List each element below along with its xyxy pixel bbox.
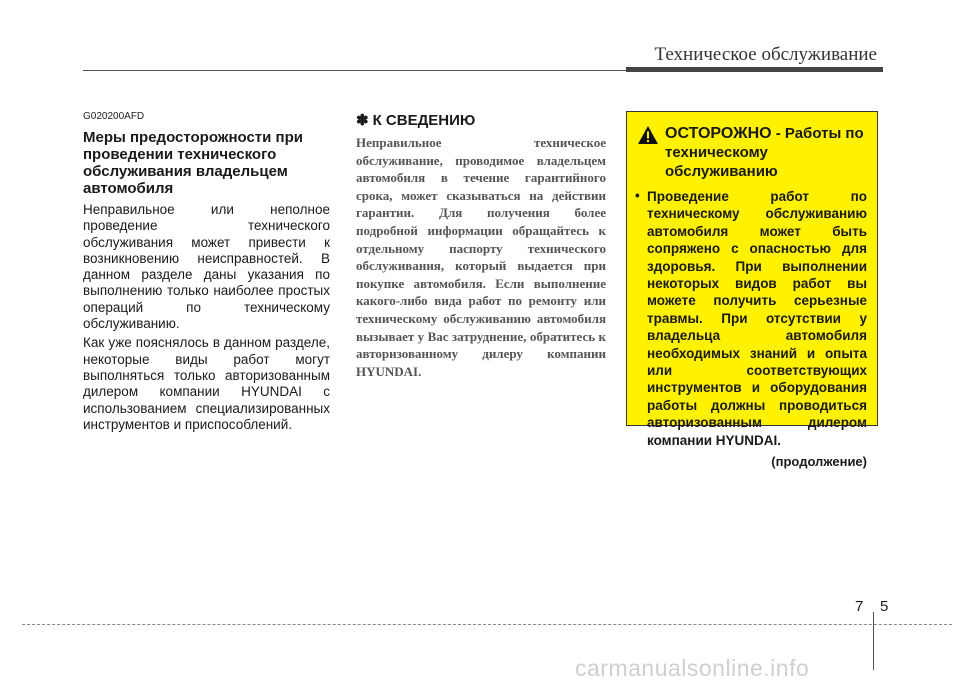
page-header-title: Техническое обслуживание: [654, 44, 877, 65]
paragraph-2: Как уже пояснялось в данном разделе, некоторые виды работ могут выполняться только авторизованным дилером компании HYUNDAI с использованием специализированных инструментов и приспособлений.: [83, 335, 330, 432]
bullet: •: [635, 188, 640, 203]
warning-title-rest: - Работы по техническому обслуживанию: [665, 125, 864, 180]
chapter-number: 7: [855, 598, 864, 615]
page-number: 5: [880, 598, 889, 615]
section-code: G020200AFD: [83, 111, 145, 122]
warning-title: [665, 124, 867, 181]
info-text: Неправильное техническое обслуживание, проводимое владельцем автомобиля в течение гарантийного срока, может сказываться на действии гарантии. Для получения более подробной информации обращайтесь к отдельному паспорту технического обслуживания, который выдается при покупке автомобиля. Если выполнение какого-либо вида работ по ремонту или техническому обслуживанию автомобиля вызывает у Вас затруднение, обратитесь к авторизованному дилеру компании HYUNDAI.: [356, 135, 606, 379]
warning-text: Проведение работ по техническому обслуживанию автомобиля может быть сопряжено с опасностью для здоровья. При выполнении некоторых видов работ вы можете получить серьезные травмы. При отсутствии у владельца автомобиля необходимых знаний и опыта или соответствующих инструментов и оборудования работы должны проводиться авторизованным дилером компании HYUNDAI.: [647, 189, 867, 448]
warning-triangle-icon: [637, 125, 659, 145]
section-heading: Меры предосторожности при проведении технического обслуживания владельцем автомобиля: [83, 129, 303, 197]
warning-item: [635, 188, 867, 449]
watermark: carmanualsonline.info: [575, 655, 810, 681]
paragraph-1: Неправильное или неполное проведение технического обслуживания может привести к возникновению неисправностей. В данном разделе даны указания по выполнению только наиболее простых операций по техническому обслуживанию.: [83, 202, 330, 332]
warning-box: [626, 111, 878, 470]
footer-divider: [873, 612, 874, 670]
warning-caution-word: ОСТОРОЖНО: [665, 125, 772, 142]
info-heading: [356, 111, 606, 129]
continued-label: (продолжение): [771, 454, 867, 470]
star-icon: ✽: [356, 112, 369, 129]
info-heading-text: К СВЕДЕНИЮ: [372, 112, 476, 129]
left-column: [83, 111, 330, 436]
footer-rule: [22, 624, 952, 625]
header-rule-accent: [626, 67, 883, 72]
warning-header: [635, 124, 867, 181]
info-column: [356, 111, 606, 380]
